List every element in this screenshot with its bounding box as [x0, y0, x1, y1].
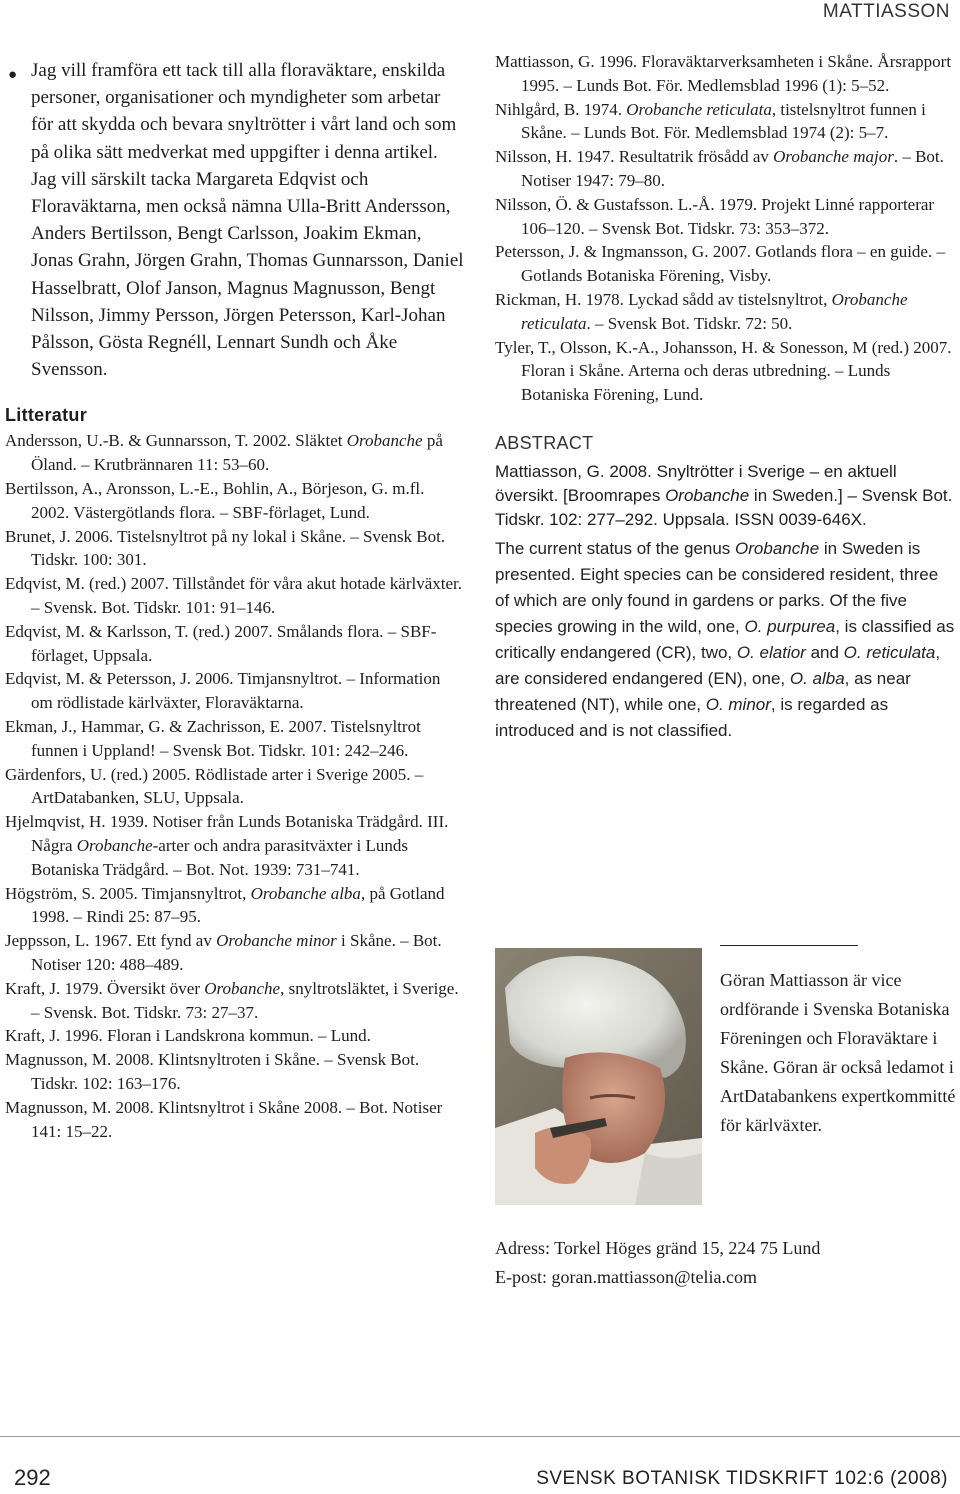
- reference-taxon: Orobanche: [204, 978, 281, 998]
- reference-text-end: , snyltrotsläktet, i Sverige. – Svensk. Bot. Tidskr. 73: 27–37.: [31, 978, 459, 1022]
- reference-taxon: Orobanche reticulata: [521, 289, 908, 333]
- abstract-text-part: , is regarded as introduced and is not classified.: [495, 694, 889, 740]
- abstract-text: [495, 536, 957, 744]
- reference-item: [5, 763, 465, 811]
- footer-rule: [0, 1436, 960, 1437]
- acknowledgement-second: Jag vill särskilt tacka Margareta Edqvist och Floraväktarna, men också nämna Ulla-Britt Andersson, Anders Bertilsson, Bengt Carlsson, Joakim Ekman, Jonas Grahn, Jörgen Grahn, Thomas Gunnarsson, Daniel Hasselbratt, Olof Janson, Magnus Magnusson, Bengt Nilsson, Jimmy Persson, Jörgen Petersson, Karl-Johan Pålsson, Gösta Regnéll, Lennart Sundh och Åke Svensson.: [31, 168, 464, 381]
- reference-text: Magnusson, M. 2008. Klintsnyltrot i Skåne 2008. – Bot. Notiser 141: 15–22.: [5, 1097, 443, 1141]
- reference-text-end: , tistelsnyltrot funnen i Skåne. – Lunds Bot. För. Medlemsblad 1974 (2): 5–7.: [521, 99, 926, 143]
- reference-taxon: Orobanche major: [773, 147, 894, 167]
- right-column: [495, 50, 957, 744]
- abstract-taxon: Orobanche: [735, 538, 820, 558]
- literature-heading: Litteratur: [5, 405, 88, 426]
- reference-text-end: -arter och andra parasitväxter i Lunds Botaniska Trädgård. – Bot. Not. 1939: 731–741.: [31, 835, 408, 879]
- reference-item: [5, 429, 465, 477]
- reference-item: [5, 810, 465, 881]
- reference-text: Edqvist, M. & Petersson, J. 2006. Timjansnyltrot. – Information om rödlistade kärlväxter, Floraväktarna.: [5, 669, 441, 713]
- reference-text: Andersson, U.-B. & Gunnarsson, T. 2002. Släktet: [5, 431, 347, 451]
- acknowledgement: [5, 57, 465, 383]
- reference-item: [495, 240, 957, 288]
- reference-item: [5, 1024, 465, 1048]
- abstract-text-part: , as near threatened (NT), while one,: [495, 668, 911, 714]
- abstract-taxon: O. purpurea: [744, 616, 836, 636]
- reference-text: Nilsson, Ö. & Gustafsson. L.-Å. 1979. Projekt Linné rapporterar 106–120. – Svensk Bot. Tidskr. 73: 353–372.: [495, 194, 935, 238]
- reference-text: Nihlgård, B. 1974.: [495, 99, 627, 119]
- reference-item: [495, 145, 957, 193]
- abstract-citation: [495, 460, 957, 532]
- reference-text: Edqvist, M. & Karlsson, T. (red.) 2007. Smålands flora. – SBF-förlaget, Uppsala.: [5, 621, 437, 665]
- author-address: Adress: Torkel Höges gränd 15, 224 75 Lund: [495, 1238, 821, 1258]
- journal-name: SVENSK BOTANISK TIDSKRIFT 102:6 (2008): [536, 1468, 948, 1489]
- reference-list: [5, 429, 465, 1143]
- bio-rule: [720, 945, 858, 946]
- reference-item: [5, 667, 465, 715]
- reference-item: [5, 929, 465, 977]
- abstract-text-part: and: [805, 642, 844, 662]
- reference-taxon: Orobanche: [346, 431, 423, 451]
- abstract-citation-text: Mattiasson, G. 2008. Snyltrötter i Sverige – en aktuell översikt. [Broomrapes: [495, 461, 897, 505]
- reference-item: [495, 288, 957, 336]
- bullet-icon: ●: [8, 67, 18, 83]
- author-bio: Göran Mattiasson är vice ordförande i Svenska Botaniska Föreningen och Floraväktare i Skåne. Göran är också ledamot i ArtDatabankens expertkommitté för kärlväxter.: [720, 970, 956, 1135]
- reference-text: Petersson, J. & Ingmansson, G. 2007. Gotlands flora – en guide. – Gotlands Botaniska Förening, Visby.: [495, 242, 945, 286]
- abstract-text-part: , is classified as critically endangered (CR), two,: [495, 616, 955, 662]
- reference-taxon: Orobanche reticulata: [626, 99, 772, 119]
- reference-text: Gärdenfors, U. (red.) 2005. Rödlistade arter i Sverige 2005. – ArtDatabanken, SLU, Uppsala.: [5, 764, 424, 808]
- reference-text-end: . – Svensk Bot. Tidskr. 72: 50.: [586, 313, 793, 333]
- abstract-taxon: O. alba: [789, 668, 845, 688]
- reference-text: Magnusson, M. 2008. Klintsnyltroten i Skåne. – Svensk Bot. Tidskr. 102: 163–176.: [5, 1050, 420, 1093]
- reference-item: [5, 1096, 465, 1144]
- author-contact: [495, 1234, 957, 1292]
- abstract-citation-text-end: in Sweden.] – Svensk Bot. Tidskr. 102: 277–292. Uppsala. ISSN 0039-646X.: [495, 485, 953, 529]
- reference-item: [495, 50, 957, 98]
- reference-text: Hjelmqvist, H. 1939. Notiser från Lunds Botaniska Trädgård. III. Några: [5, 812, 449, 855]
- reference-text: Ekman, J., Hammar, G. & Zachrisson, E. 2007. Tistelsnyltrot funnen i Uppland! – Svensk Bot. Tidskr. 101: 242–246.: [5, 717, 421, 760]
- reference-text: Jeppsson, L. 1967. Ett fynd av: [5, 931, 217, 951]
- reference-item: [5, 572, 465, 620]
- reference-text-end: , på Gotland 1998. – Rindi 25: 87–95.: [31, 883, 445, 927]
- reference-item: [495, 98, 957, 146]
- abstract-text-part: in Sweden is presented. Eight species can be considered resident, three of which are only found in gardens or parks. Of the five species growing in the wild, one,: [495, 538, 939, 636]
- reference-text: Rickman, H. 1978. Lyckad sådd av tistelsnyltrot,: [495, 289, 832, 309]
- reference-item: [495, 336, 957, 407]
- reference-item: [495, 193, 957, 241]
- reference-item: [5, 525, 465, 573]
- reference-text: Kraft, J. 1979. Översikt över: [5, 978, 205, 998]
- reference-text: Nilsson, H. 1947. Resultatrik frösådd av: [495, 147, 774, 167]
- abstract-text-part: The current status of the genus: [495, 538, 736, 558]
- reference-item: [5, 477, 465, 525]
- left-column: [5, 57, 465, 1143]
- abstract-taxon: O. reticulata: [843, 642, 936, 662]
- reference-text-end: på Öland. – Krutbrännaren 11: 53–60.: [31, 431, 443, 475]
- reference-taxon: Orobanche minor: [216, 931, 337, 951]
- reference-taxon: Orobanche: [76, 835, 153, 855]
- reference-text-end: . – Bot. Notiser 1947: 79–80.: [521, 147, 944, 190]
- abstract-taxon: O. minor: [705, 694, 771, 714]
- reference-text: Kraft, J. 1996. Floran i Landskrona kommun. – Lund.: [5, 1026, 371, 1046]
- reference-text: Mattiasson, G. 1996. Floraväktarverksamheten i Skåne. Årsrapport 1995. – Lunds Bot. För. Medlemsblad 1996 (1): 5–52.: [495, 52, 952, 95]
- reference-item: [5, 1048, 465, 1096]
- reference-item: [5, 715, 465, 763]
- acknowledgement-first: Jag vill framföra ett tack till alla floraväktare, enskilda personer, organisationer och myndigheter som arbetar för att skydda och bevara snyltrötter i vårt land och som på olika sätt medverkat med uppgifter i denna artikel.: [31, 60, 457, 163]
- abstract-citation-taxon: Orobanche: [665, 485, 750, 505]
- reference-text: Bertilsson, A., Aronsson, L.-E., Bohlin, A., Börjeson, G. m.fl. 2002. Västergötlands flora. – SBF-förlaget, Lund.: [5, 479, 425, 522]
- reference-item: [5, 620, 465, 668]
- abstract-taxon: O. elatior: [736, 642, 806, 662]
- reference-text: Brunet, J. 2006. Tistelsnyltrot på ny lokal i Skåne. – Svensk Bot. Tidskr. 100: 301.: [5, 526, 446, 570]
- abstract-text-part: , are considered endangered (EN), one,: [495, 642, 941, 688]
- reference-text: Högström, S. 2005. Timjansnyltrot,: [5, 883, 251, 903]
- reference-item: [5, 977, 465, 1025]
- reference-text: Tyler, T., Olsson, K.-A., Johansson, H. & Sonesson, M (red.) 2007. Floran i Skåne. Arterna och deras utbredning. – Lunds Botaniska Förening, Lund.: [495, 337, 952, 405]
- abstract-label: ABSTRACT: [495, 432, 594, 453]
- author-photo: [495, 948, 702, 1205]
- reference-taxon: Orobanche alba: [250, 883, 361, 903]
- reference-text: Edqvist, M. (red.) 2007. Tillståndet för våra akut hotade kärlväxter. – Svensk. Bot. Tidskr. 101: 91–146.: [5, 574, 463, 618]
- reference-item: [5, 882, 465, 930]
- reference-text-end: i Skåne. – Bot. Notiser 120: 488–489.: [31, 931, 442, 974]
- author-email[interactable]: E-post: goran.mattiasson@telia.com: [495, 1267, 758, 1287]
- page-number: 292: [14, 1465, 51, 1490]
- running-head: MATTIASSON: [822, 1, 950, 22]
- reference-list-continued: [495, 50, 957, 407]
